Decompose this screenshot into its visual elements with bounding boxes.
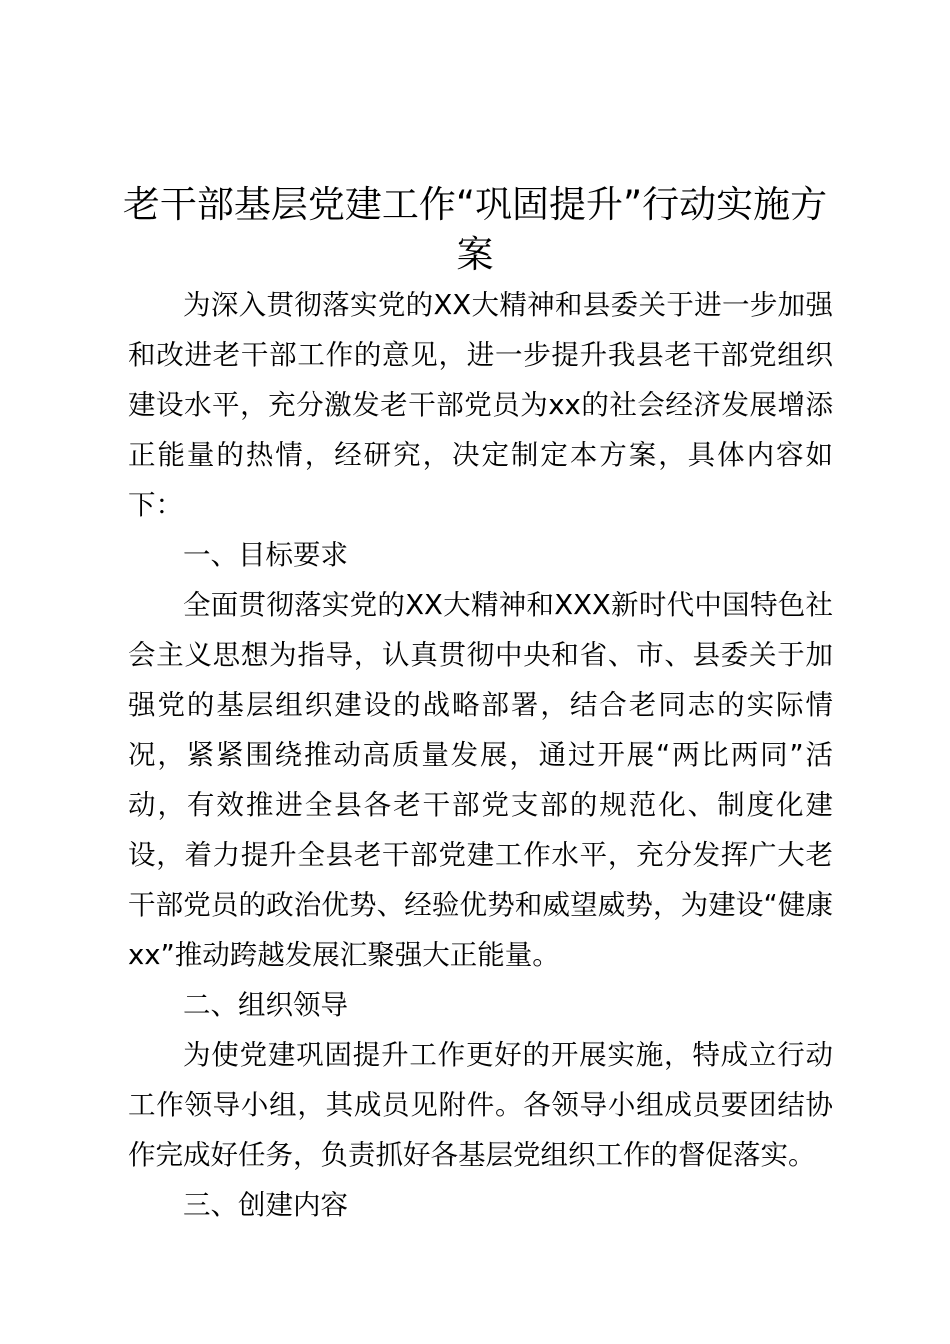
section-heading-goals: 一、目标要求 (183, 539, 348, 571)
document-title-line-1: 老干部基层党建工作“巩固提升”行动实施方 (122, 183, 828, 226)
section-heading-content: 三、创建内容 (183, 1189, 348, 1221)
section-body-goals: 全面贯彻落实党的XX大精神和XXX新时代中国特色社会主义思想为指导，认真贯彻中央和省、市、县委关于加强党的基层组织建设的战略部署，结合老同志的实际情况，紧紧围绕推动高质量发展，通过开展“两比两同”活动，有效推进全县各老干部党支部的规范化、制度化建设，着力提升全县老干部党建工作水平，充分发挥广大老干部党员的政治优势、经验优势和威望威势，为建设“健康xx”推动跨越发展汇聚强大正能量。 (128, 589, 833, 971)
intro-paragraph: 为深入贯彻落实党的XX大精神和县委关于进一步加强和改进老干部工作的意见，进一步提升我县老干部党组织建设水平，充分激发老干部党员为xx的社会经济发展增添正能量的热情，经研究，决定制定本方案，具体内容如下： (128, 289, 833, 521)
document-title-line-2: 案 (456, 233, 494, 276)
section-body-leadership: 为使党建巩固提升工作更好的开展实施，特成立行动工作领导小组，其成员见附件。各领导小组成员要团结协作完成好任务，负责抓好各基层党组织工作的督促落实。 (128, 1039, 833, 1171)
document-body (128, 280, 833, 1230)
section-heading-leadership: 二、组织领导 (183, 989, 348, 1021)
